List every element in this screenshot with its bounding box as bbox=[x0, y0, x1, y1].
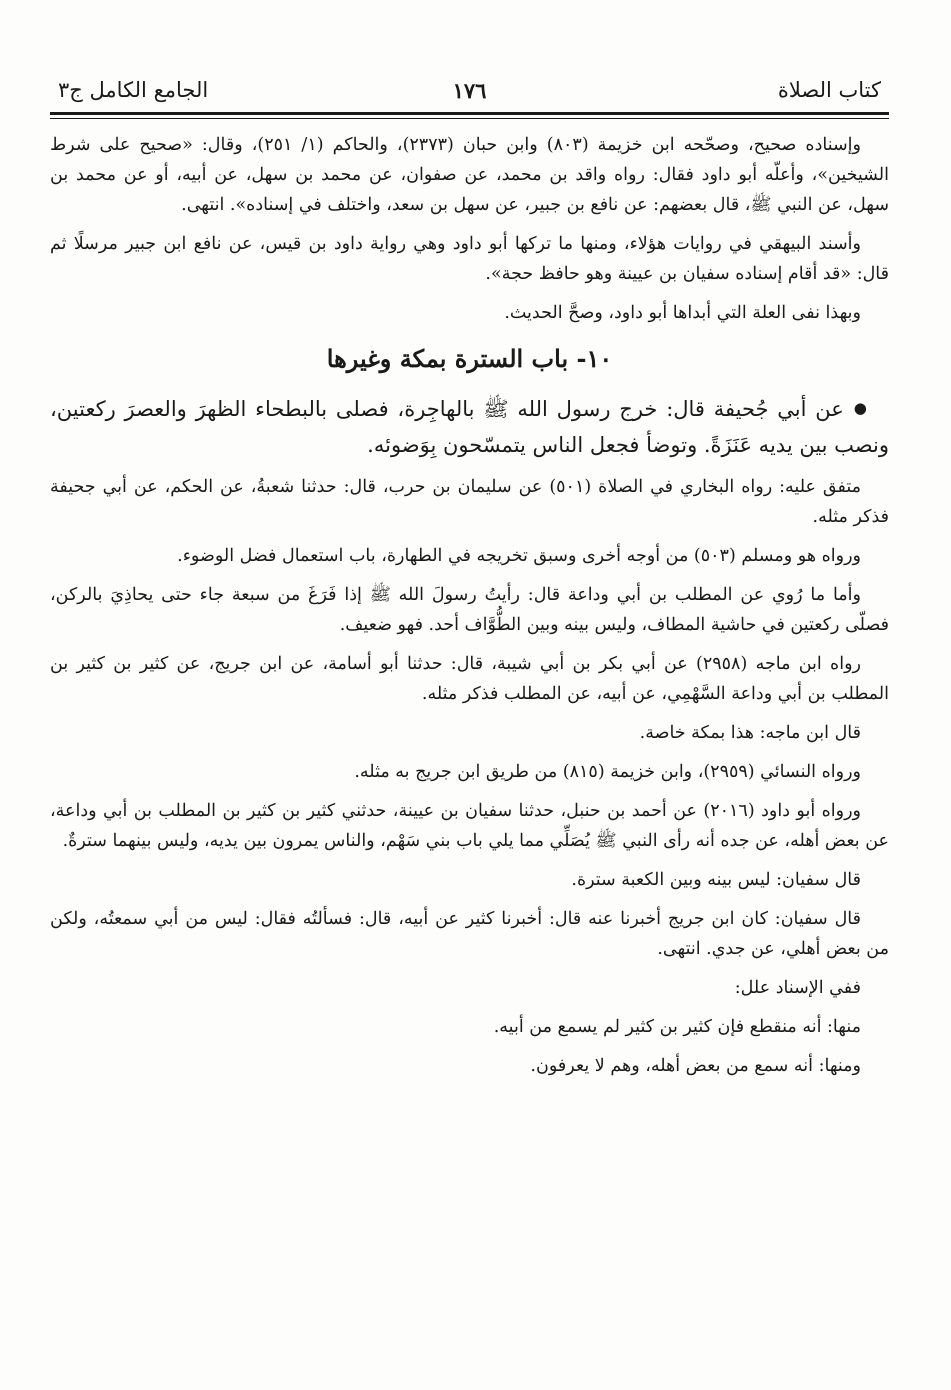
commentary-paragraph: قال ابن ماجه: هذا بمكة خاصة. bbox=[639, 723, 861, 743]
chapter-name: كتاب الصلاة bbox=[777, 78, 881, 102]
paragraph: وبهذا نفى العلة التي أبداها أبو داود، وصحَّ الحديث. bbox=[504, 303, 861, 323]
page-number: ١٧٦ bbox=[452, 78, 487, 103]
paragraph: وإسناده صحيح، وصحّحه ابن خزيمة (٨٠٣) وابن حبان (٢٣٧٣)، والحاكم (١/ ٢٥١)، وقال: «صحيح على شرط الشيخين»، وأعلّه أبو داود فقال: رواه واقد بن محمد، عن صفوان، عن محمد بن سهل، عن أبيه، أو عن محمد بن سهل، عن النبي ﷺ، قال بعضهم: عن نافع بن جبير، عن سهل بن سعد، واختلف في إسناده». انتهى. bbox=[50, 135, 889, 215]
page-body bbox=[50, 130, 889, 1081]
commentary-paragraph: منها: أنه منقطع فإن كثير بن كثير لم يسمع من أبيه. bbox=[493, 1017, 861, 1037]
commentary-paragraph: ومنها: أنه سمع من بعض أهله، وهم لا يعرفون. bbox=[530, 1056, 861, 1076]
commentary-paragraph: ورواه النسائي (٢٩٥٩)، وابن خزيمة (٨١٥) من طريق ابن جريج به مثله. bbox=[354, 762, 861, 782]
commentary-paragraph: ورواه هو ومسلم (٥٠٣) من أوجه أخرى وسبق تخريجه في الطهارة، باب استعمال فضل الوضوء. bbox=[177, 546, 861, 566]
book-page bbox=[50, 74, 889, 1360]
page-header bbox=[50, 74, 889, 114]
commentary-paragraph: ورواه أبو داود (٢٠١٦) عن أحمد بن حنبل، حدثنا سفيان بن عيينة، حدثني كثير بن كثير بن المطلب بن أبي وداعة، عن بعض أهله، عن جده أنه رأى النبي ﷺ يُصَلِّي مما يلي باب بني سَهْم، والناس يمرون بين يديه، وليس بينهما سترةٌ. bbox=[50, 801, 889, 851]
book-title: الجامع الكامل ج٣ bbox=[58, 78, 209, 102]
commentary-paragraph: قال سفيان: كان ابن جريج أخبرنا عنه قال: أخبرنا كثير عن أبيه، قال: فسألتُه فقال: ليس من أبي سمعتُه، ولكن من بعض أهلي، عن جدي. انتهى. bbox=[50, 909, 889, 959]
commentary-paragraph: قال سفيان: ليس بينه وبين الكعبة سترة. bbox=[571, 870, 861, 890]
commentary-paragraph: ففي الإسناد علل: bbox=[734, 978, 861, 998]
header-rule-thick bbox=[50, 112, 889, 115]
paragraph: وأسند البيهقي في روايات هؤلاء، ومنها ما تركها أبو داود وهي رواية داود بن قيس، عن نافع ابن جبير مرسلًا ثم قال: «قد أقام إسناده سفيان بن عيينة وهو حافظ حجة». bbox=[50, 234, 889, 284]
header-rule-thin bbox=[50, 118, 889, 119]
commentary-paragraph: متفق عليه: رواه البخاري في الصلاة (٥٠١) عن سليمان بن حرب، قال: حدثنا شعبةُ، عن الحكم، عن أبي جحيفة فذكر مثله. bbox=[50, 477, 889, 527]
hadith-text: ● عن أبي جُحيفة قال: خرج رسول الله ﷺ بالهاجِرة، فصلى بالبطحاء الظهرَ والعصرَ ركعتين، ونصب بين يديه عَنَزَةً. وتوضأ فجعل الناس يتمسّحون بِوَضوئه. bbox=[50, 390, 889, 463]
commentary-paragraph: رواه ابن ماجه (٢٩٥٨) عن أبي بكر بن أبي شيبة، قال: حدثنا أبو أسامة، عن ابن جريج، عن كثير بن كثير بن المطلب بن أبي وداعة السَّهْمِي، عن أبيه، عن المطلب فذكر مثله. bbox=[50, 654, 889, 704]
chapter-heading: ١٠- باب السترة بمكة وغيرها bbox=[326, 344, 613, 373]
commentary-paragraph: وأما ما رُوي عن المطلب بن أبي وداعة قال: رأيتُ رسولَ الله ﷺ إذا فَرَغَ من سبعة جاء حتى يحاذِيَ بالركن، فصلّى ركعتين في حاشية المطاف، وليس بينه وبين الطُّوَّاف أحد. فهو ضعيف. bbox=[50, 585, 889, 635]
